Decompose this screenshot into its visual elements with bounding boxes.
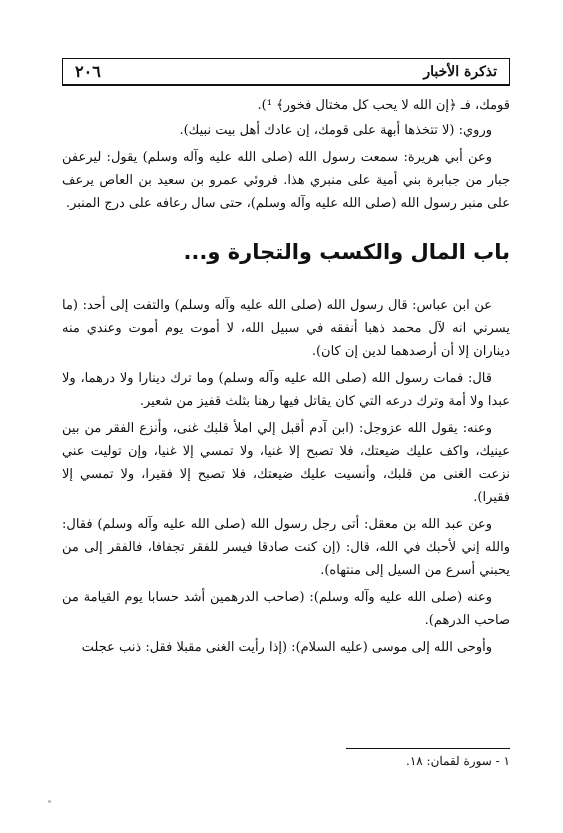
page-body	[62, 94, 510, 663]
paragraph: وعنه: يقول الله عزوجل: (ابن آدم أقبل إلي املأ قلبك غنى، وأنزع الفقر من بين عينيك، واكف عليك ضيعتك، فلا تصبح إلا غنيا، ولا تمسي إلا غنيا، وإن توليت عني نزعت الغنى من قلبك، وأنسيت عليك ضيعتك، فلا تصبح إلا فقيرا، ولا تمسي إلا فقيرا).	[62, 421, 510, 505]
section-title: باب المال والكسب والتجارة و...	[183, 240, 510, 264]
paragraph: قومك، فـ ﴿إن الله لا يحب كل مختال فخور﴾ ¹).	[257, 98, 510, 113]
running-title: تذكرة الأخبار	[423, 63, 497, 80]
page-number: ٢٠٦	[75, 62, 101, 81]
paragraph: وعن عبد الله بن معقل: أتى رجل رسول الله (صلى الله عليه وآله وسلم) فقال: والله إني لأحبك في الله، قال: (إن كنت صادقا فيسر للفقر تجفافا، فالفقر إلى من يحبني أسرع من السيل إلى منتهاه).	[62, 517, 510, 578]
paragraph: عن ابن عباس: قال رسول الله (صلى الله عليه وآله وسلم) والتفت إلى أحد: (ما يسرني انه لآل محمد ذهبا أنفقه في سبيل الله، لا أموت يوم أموت وعندي منه ديناران إلا أن أرصدهما لدين إن كان).	[62, 298, 510, 359]
paragraph: وعن أبي هريرة: سمعت رسول الله (صلى الله عليه وآله وسلم) يقول: ليرعفن جبار من جبابرة بني أمية على منبري هذا. فروئي عمرو بن سعيد بن العاص يرعف على منبر رسول الله (صلى الله عليه وآله وسلم)، حتى سال رعافه على درج المنبر.	[62, 150, 510, 211]
paragraph: وعنه (صلى الله عليه وآله وسلم): (صاحب الدرهمين أشد حسابا يوم القيامة من صاحب الدرهم).	[62, 590, 510, 628]
paragraph: وروي: (لا تتخذها أبهة على قومك، إن عادك أهل بيت نبيك).	[179, 123, 492, 138]
scan-speck	[48, 800, 51, 803]
paragraph: وأوحى الله إلى موسى (عليه السلام): (إذا رأيت الغنى مقبلا فقل: ذنب عجلت	[81, 640, 492, 655]
footnote-divider	[346, 748, 510, 749]
footnote: ١ - سورة لقمان: ١٨.	[406, 754, 510, 768]
page-header	[62, 58, 510, 86]
paragraph: قال: فمات رسول الله (صلى الله عليه وآله وسلم) وما ترك دينارا ولا درهما، ولا عبدا ولا أمة وترك درعه التي كان يقاتل فيها رهنا بثلث قفيز من شعير.	[62, 371, 510, 409]
